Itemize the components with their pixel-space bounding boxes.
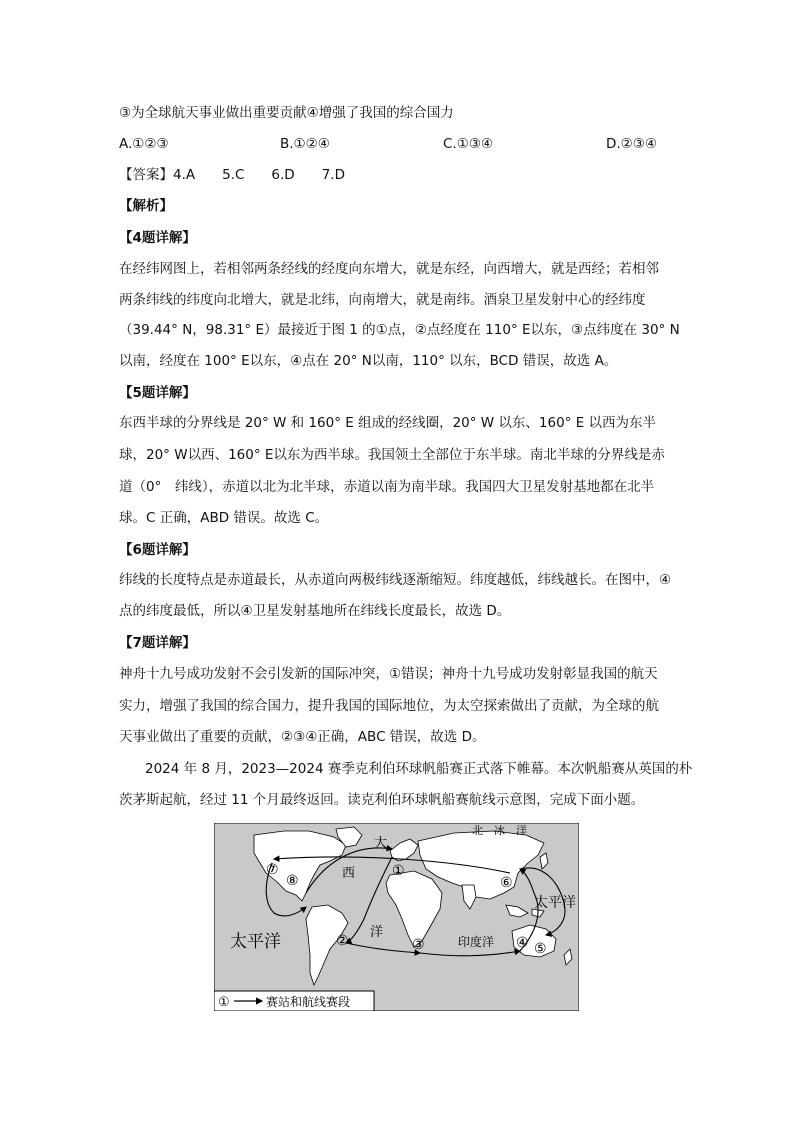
intro-line-2: 茨茅斯起航，经过 11 个月最终返回。读克利伯环球帆船赛航线示意图，完成下面小题。 <box>119 792 645 808</box>
station-7: ⑦ <box>266 862 279 878</box>
choice-b: B.①②④ <box>280 136 330 152</box>
answer-line: 【答案】4.A 5.C 6.D 7.D <box>119 167 345 183</box>
q4-line-3: （39.44° N，98.31° E）最接近于图 1 的①点，②点经度在 110° E以东，③点纬度在 30° N <box>119 322 680 338</box>
q5-line-1: 东西半球的分界线是 20° W 和 160° E 组成的经线圈，20° W 以东、160° E 以西为东半 <box>119 415 657 431</box>
label-pacific-west: 太平洋 <box>230 932 281 952</box>
label-atlantic-1: 大 <box>374 836 388 851</box>
q7-heading: 【7题详解】 <box>119 635 196 651</box>
q6-line-2: 点的纬度最低，所以④卫星发射基地所在纬线长度最长，故选 D。 <box>119 603 511 619</box>
station-2: ② <box>336 933 349 949</box>
q7-line-3: 天事业做出了重要的贡献，②③④正确，ABC 错误，故选 D。 <box>119 729 486 745</box>
clipper-route-map <box>214 823 579 1011</box>
q5-line-2: 球，20° W以西、160° E以东为西半球。我国领土全部位于东半球。南北半球的分界线是赤 <box>119 447 665 463</box>
station-6: ⑥ <box>500 875 513 891</box>
choice-d: D.②③④ <box>606 136 657 152</box>
map-legend <box>214 991 374 1011</box>
label-atlantic-2: 西 <box>342 866 356 881</box>
analysis-heading: 【解析】 <box>119 198 173 214</box>
q5-line-4: 球。C 正确，ABD 错误。故选 C。 <box>119 510 329 526</box>
intro-line-1: 2024 年 8 月，2023—2024 赛季克利伯环球帆船赛正式落下帷幕。本次帆船赛从英国的朴 <box>145 761 693 777</box>
q4-line-4: 以南，经度在 100° E以东，④点在 20° N以南，110° 以东，BCD 错误，故选 A。 <box>119 353 618 369</box>
q7-line-1: 神舟十九号成功发射不会引发新的国际冲突，①错误；神舟十九号成功发射彰显我国的航天 <box>119 666 658 682</box>
label-atlantic-3: 洋 <box>370 925 384 940</box>
legend-marker: ① <box>218 995 230 1010</box>
q4-heading: 【4题详解】 <box>119 230 196 246</box>
q7-line-2: 实力，增强了我国的综合国力，提升我国的国际地位，为太空探索做出了贡献，为全球的航 <box>119 698 659 714</box>
station-8: ⑧ <box>286 873 299 889</box>
q4-line-2: 两条纬线的纬度向北增大，就是北纬，向南增大，就是南纬。酒泉卫星发射中心的经纬度 <box>119 292 646 308</box>
choice-a: A.①②③ <box>119 136 169 152</box>
station-1: ① <box>392 863 405 879</box>
station-4: ④ <box>516 935 529 951</box>
q4-line-1: 在经纬网图上，若相邻两条经线的经度向东增大，就是东经，向西增大，就是西经；若相邻 <box>119 261 659 277</box>
choice-c: C.①③④ <box>443 136 494 152</box>
option-line-q3: ③为全球航天事业做出重要贡献④增强了我国的综合国力 <box>119 105 454 121</box>
label-indian-ocean: 印度洋 <box>458 935 495 949</box>
q6-heading: 【6题详解】 <box>119 542 196 558</box>
q6-line-1: 纬线的长度特点是赤道最长，从赤道向两极纬线逐渐缩短。纬度越低，纬线越长。在图中，④ <box>119 572 672 588</box>
label-arctic-ocean: 北 冰 洋 <box>472 824 527 837</box>
label-pacific-east: 太平洋 <box>534 895 576 911</box>
q5-line-3: 道（0° 纬线），赤道以北为北半球，赤道以南为南半球。我国四大卫星发射基地都在北半 <box>119 479 655 495</box>
station-5: ⑤ <box>534 941 547 957</box>
station-3: ③ <box>412 937 425 953</box>
q5-heading: 【5题详解】 <box>119 385 196 401</box>
legend-text: 赛站和航线赛段 <box>266 995 351 1009</box>
